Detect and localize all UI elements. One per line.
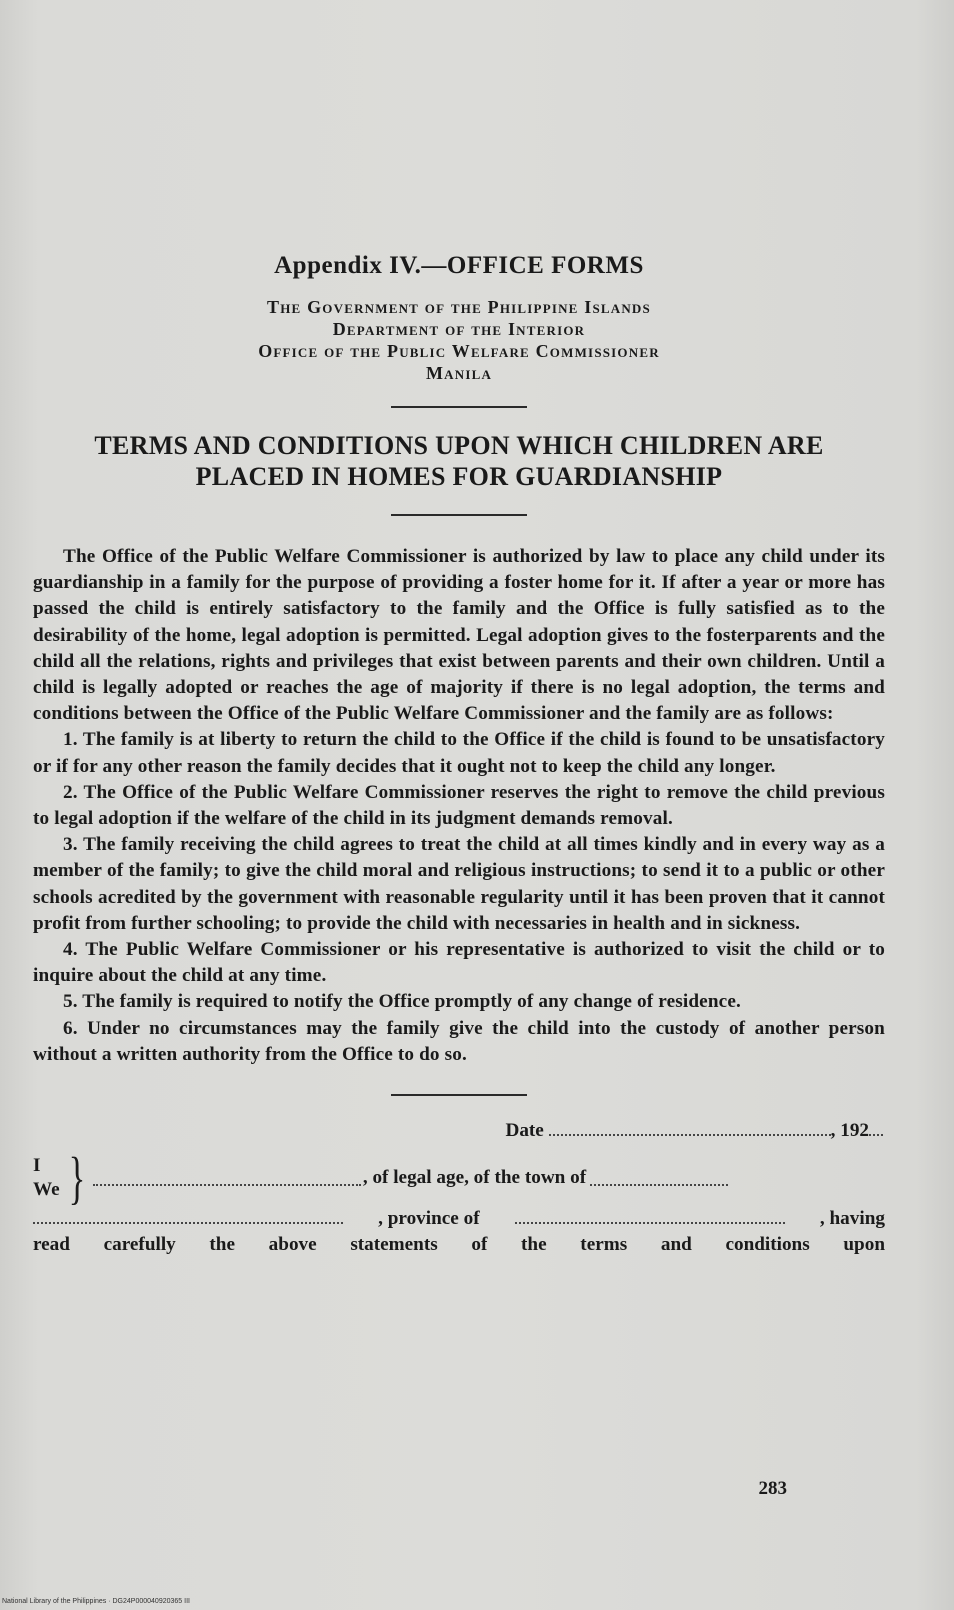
town-continued-blank[interactable] bbox=[33, 1208, 343, 1224]
pronoun-line bbox=[33, 1145, 885, 1211]
appendix-title: Appendix IV.—OFFICE FORMS bbox=[274, 252, 644, 279]
term-4: 4. The Public Welfare Commissioner or his representative is authorized to visit the child or to inquire about the child at any time. bbox=[33, 939, 885, 987]
gov-line-department: Department of the Interior bbox=[332, 319, 586, 339]
province-blank[interactable] bbox=[515, 1208, 785, 1224]
term-5: 5. The family is required to notify the Office promptly of any change of residence. bbox=[63, 991, 741, 1013]
main-title bbox=[33, 430, 885, 492]
pronoun-we: We bbox=[33, 1179, 60, 1201]
town-blank[interactable] bbox=[590, 1170, 728, 1186]
date-label: Date bbox=[505, 1120, 544, 1142]
divider-rule bbox=[391, 1094, 527, 1096]
province-line bbox=[33, 1206, 885, 1232]
closing-line: read carefully the above statements of the terms and conditions upon bbox=[33, 1234, 885, 1256]
page-number: 283 bbox=[758, 1478, 787, 1499]
year-prefix: , 192 bbox=[830, 1120, 869, 1142]
intro-paragraph: The Office of the Public Welfare Commissioner is authorized by law to place any child under its guardianship in a family for the purpose of providing a foster home for it. If after a year or more has passed the child is entirely satisfactory to the family and the Office is fully satisfied as to the desirability of the home, legal adoption is permitted. Legal adoption gives to the fosterparents and the child all the relations, rights and privileges that exist between parents and their own children. Until a child is legally adopted or reaches the age of majority if there is no legal adoption, the terms and conditions between the Office of the Public Welfare Commissioner and the family are as follows: bbox=[33, 546, 885, 725]
legal-age-text: , of legal age, of the town of bbox=[362, 1167, 587, 1189]
terms-body bbox=[33, 544, 885, 1068]
brace-glyph: } bbox=[68, 1145, 86, 1211]
date-blank[interactable] bbox=[549, 1120, 831, 1136]
date-line bbox=[33, 1118, 885, 1144]
term-3: 3. The family receiving the child agrees to treat the child at all times kindly and in every way as a member of the family; to give the child moral and religious instructions; to send it to a public or other schools acredited by the government with reasonable regularity until it has been proven that it cannot profit from further schooling; to provide the child with necessaries in health and in sickness. bbox=[33, 834, 885, 934]
page-content bbox=[33, 252, 885, 1259]
main-title-line-1: TERMS AND CONDITIONS UPON WHICH CHILDREN ARE bbox=[94, 431, 824, 460]
divider-rule bbox=[391, 406, 527, 408]
government-header bbox=[33, 296, 885, 384]
gov-line-city: Manila bbox=[425, 363, 493, 383]
term-2: 2. The Office of the Public Welfare Commissioner reserves the right to remove the child previous to legal adoption if the welfare of the child in its judgment demands removal. bbox=[33, 781, 885, 830]
term-1: 1. The family is at liberty to return the child to the Office if the child is found to be unsatisfactory or if for any other reason the family decides that it ought not to keep the child any longer. bbox=[33, 729, 885, 777]
year-blank[interactable] bbox=[869, 1120, 883, 1136]
having-text: , having bbox=[819, 1208, 885, 1230]
pronoun-i: I bbox=[33, 1155, 41, 1177]
gov-line-office: Office of the Public Welfare Commissioner bbox=[258, 341, 660, 361]
term-6: 6. Under no circumstances may the family give the child into the custody of another person without a written authority from the Office to do so. bbox=[33, 1017, 885, 1065]
divider-rule bbox=[391, 514, 527, 516]
province-label: , province of bbox=[378, 1208, 480, 1230]
agreement-form bbox=[33, 1118, 885, 1259]
main-title-line-2: PLACED IN HOMES FOR GUARDIANSHIP bbox=[195, 462, 723, 491]
name-blank[interactable] bbox=[93, 1170, 361, 1186]
gov-line-government: The Government of the Philippine Islands bbox=[267, 297, 651, 317]
footer-credit: National Library of the Philippines · DG24P000040920365 III bbox=[2, 1598, 190, 1605]
